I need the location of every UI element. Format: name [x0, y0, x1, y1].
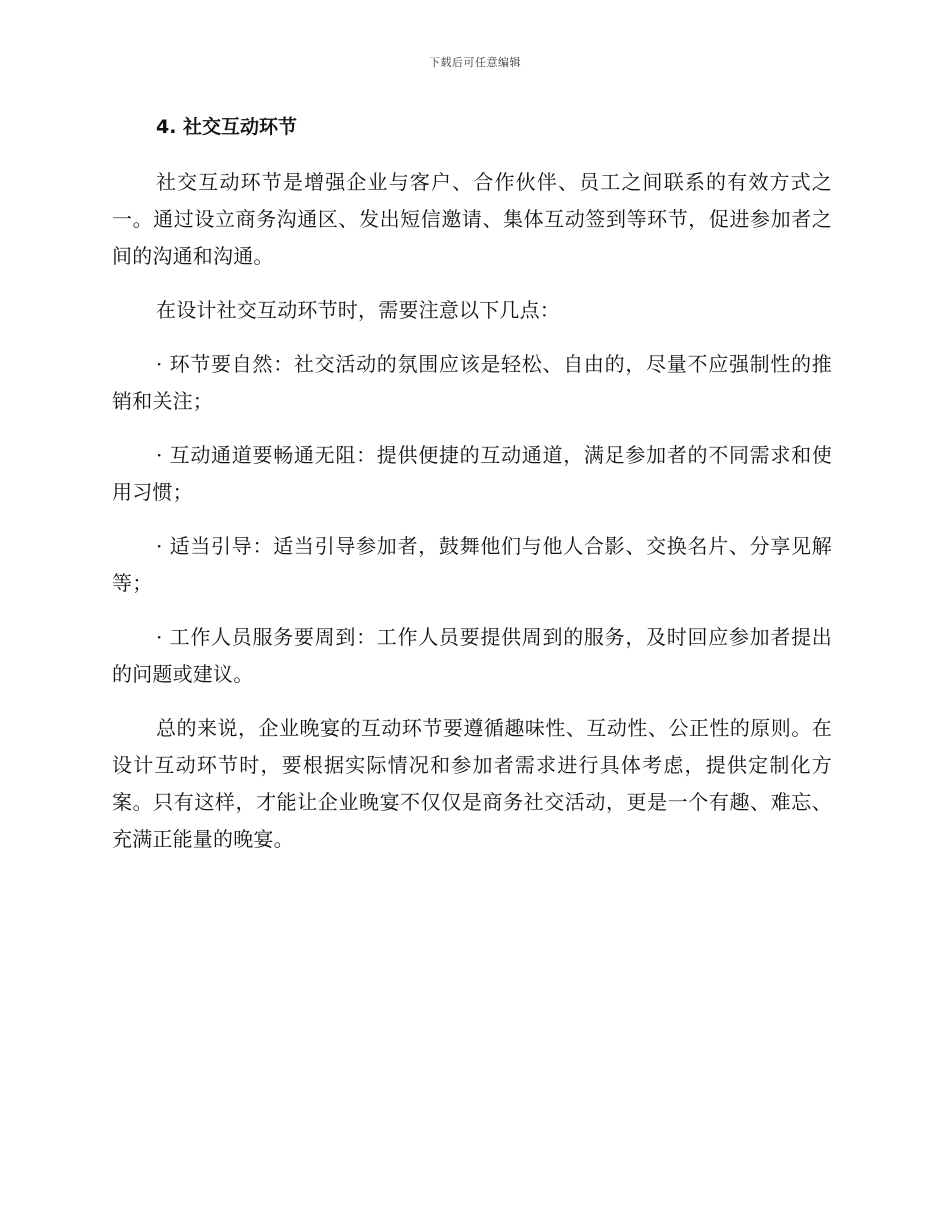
bullet-item-guidance: · 适当引导：适当引导参加者，鼓舞他们与他人合影、交换名片、分享见解等；: [112, 534, 832, 595]
section-title: 4. 社交互动环节: [156, 116, 298, 138]
page-header: 下载后可任意编辑: [429, 56, 521, 69]
conclusion-paragraph: 总的来说，企业晚宴的互动环节要遵循趣味性、互动性、公正性的原则。在设计互动环节时，要根据实际情况和参加者需求进行具体考虑，提供定制化方案。只有这样，才能让企业晚宴不仅仅是商务社交活动，更是一个有趣、难忘、充满正能量的晚宴。: [112, 716, 832, 851]
document-body: [112, 112, 832, 875]
bullet-item-channel: · 互动通道要畅通无阻：提供便捷的互动通道，满足参加者的不同需求和使用习惯；: [112, 443, 832, 504]
notes-lead-paragraph: 在设计社交互动环节时，需要注意以下几点：: [156, 298, 560, 322]
bullet-item-service: · 工作人员服务要周到：工作人员要提供周到的服务，及时回应参加者提出的问题或建议。: [112, 625, 832, 686]
intro-paragraph: 社交互动环节是增强企业与客户、合作伙伴、员工之间联系的有效方式之一。通过设立商务沟通区、发出短信邀请、集体互动签到等环节，促进参加者之间的沟通和沟通。: [112, 170, 832, 268]
bullet-item-natural: · 环节要自然：社交活动的氛围应该是轻松、自由的，尽量不应强制性的推销和关注；: [112, 352, 832, 413]
